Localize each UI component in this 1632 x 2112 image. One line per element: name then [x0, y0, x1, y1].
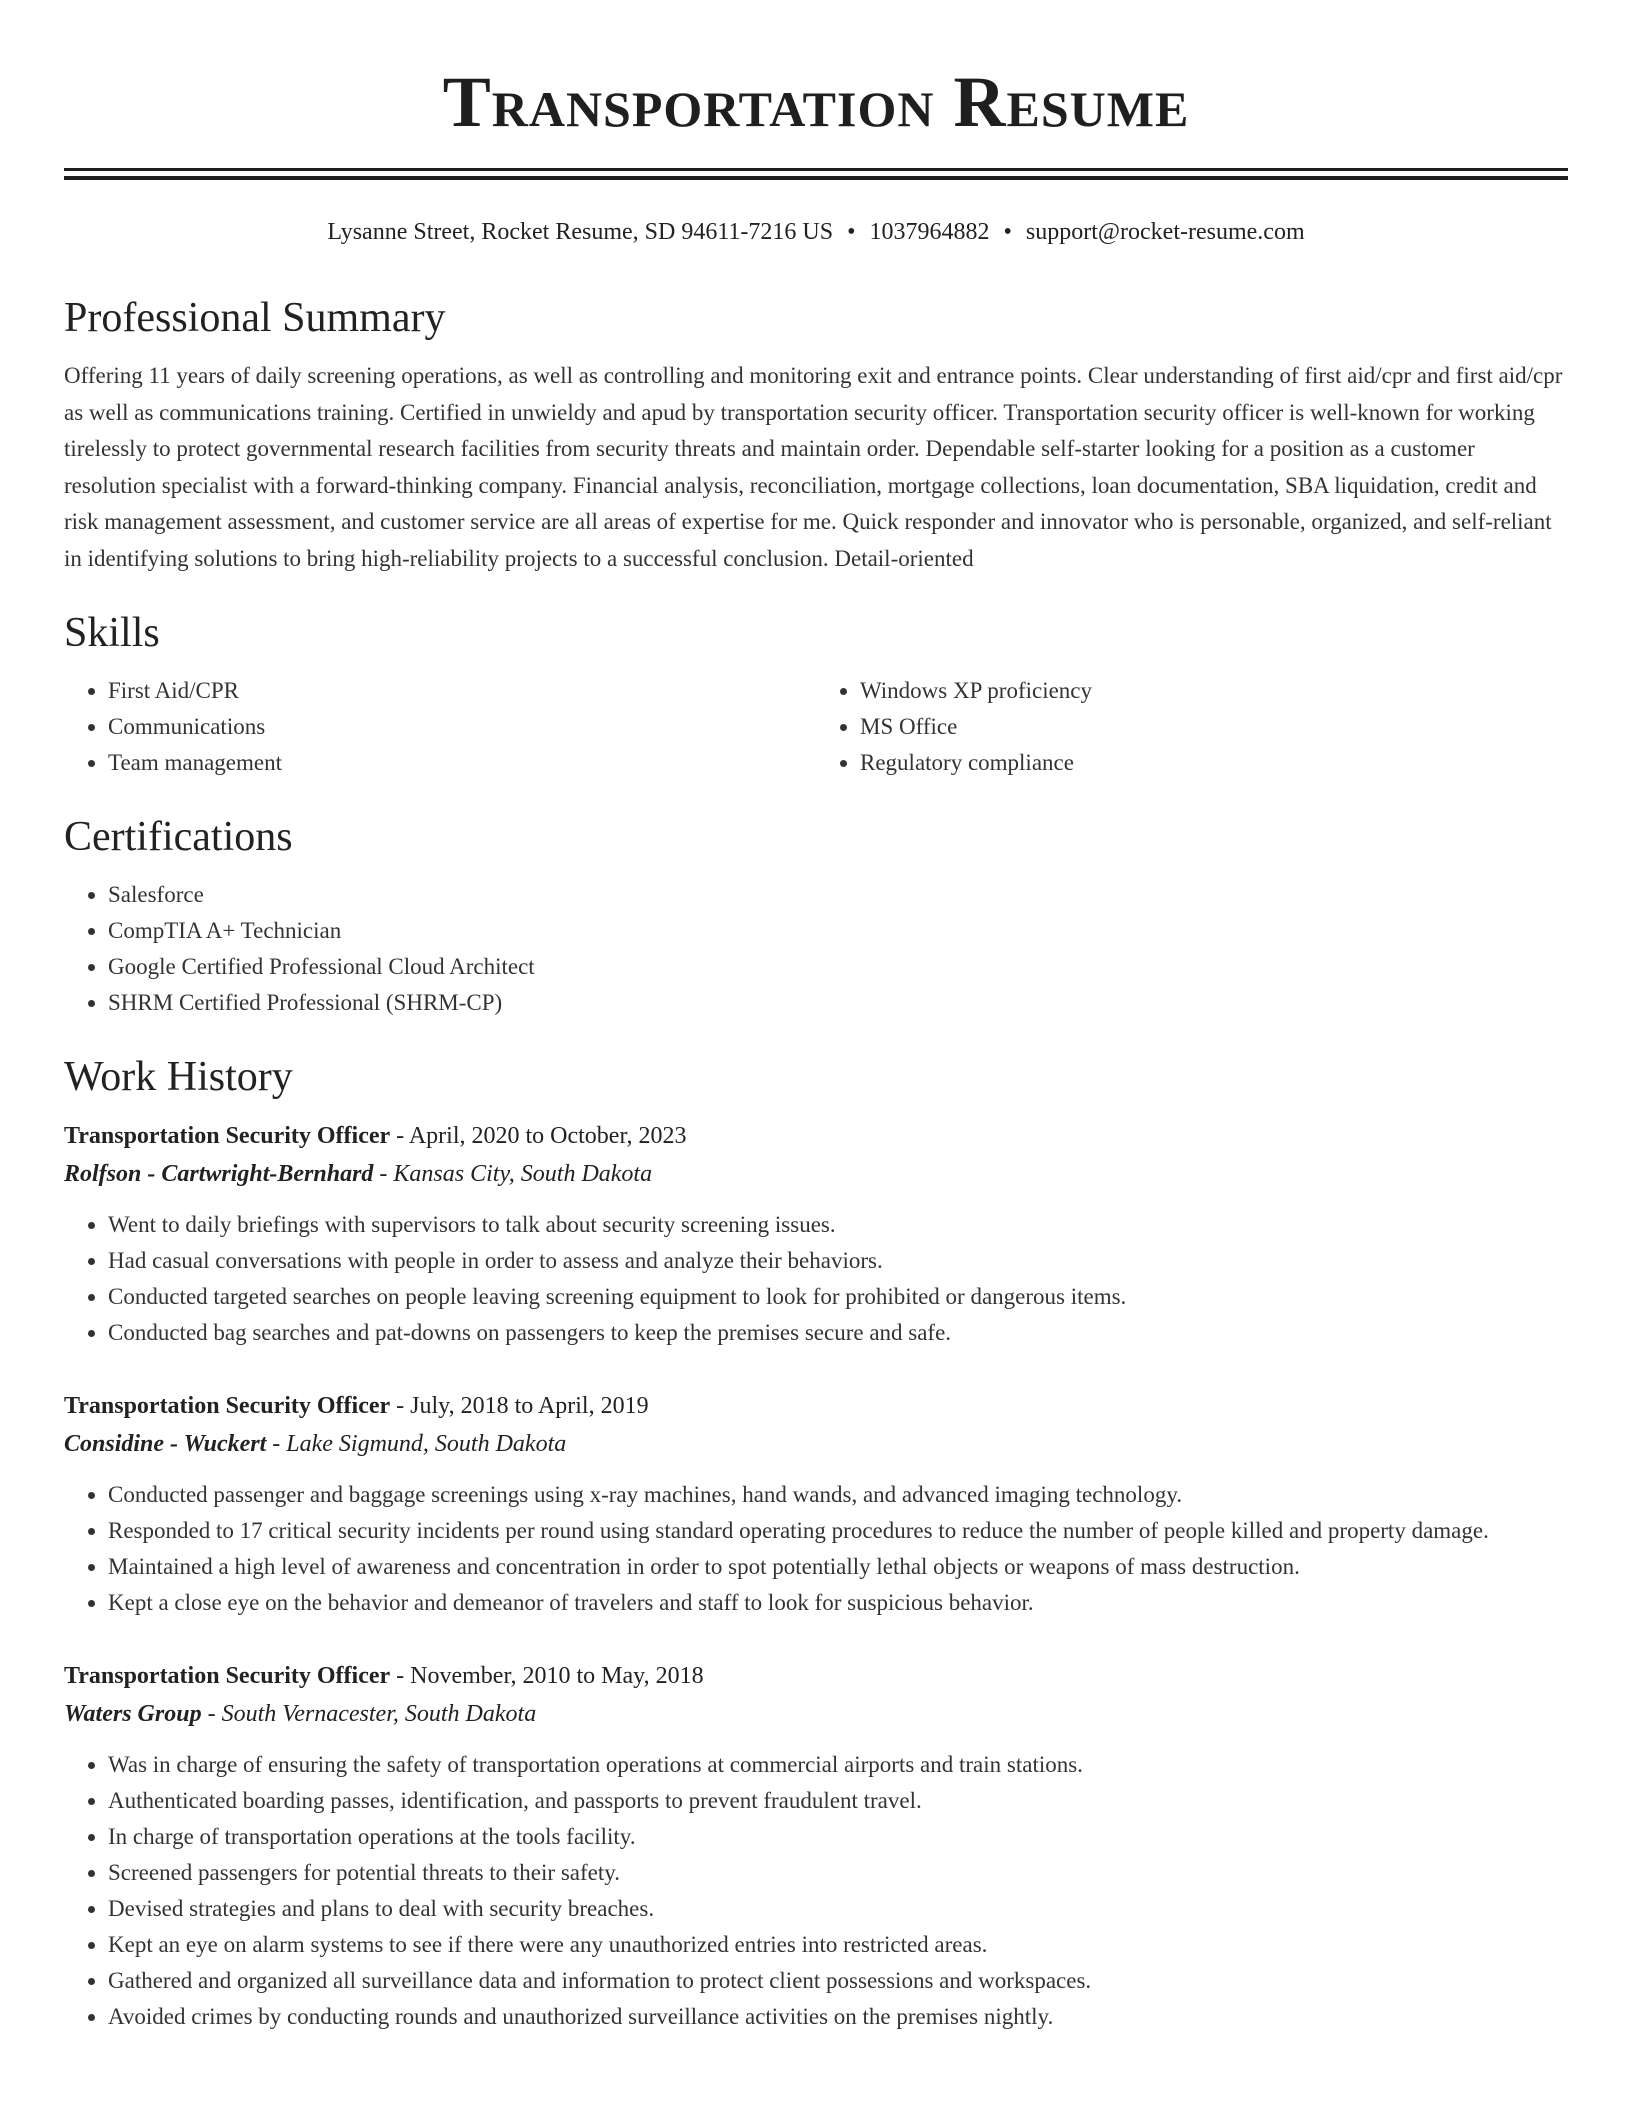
contact-separator: •: [847, 219, 856, 245]
skill-item: • Communications: [108, 709, 816, 745]
job-title-line: [64, 1387, 1568, 1425]
summary-section: [64, 292, 1568, 577]
job-duty: • Was in charge of ensuring the safety of transportation operations at commercial airports and train stations.: [108, 1747, 1568, 1783]
job-dates: - July, 2018 to April, 2019: [390, 1393, 649, 1419]
certifications-section: [64, 811, 1568, 1021]
job-duty: • Gathered and organized all surveillance data and information to protect client possessions and workspaces.: [108, 1963, 1568, 1999]
skills-list-right: [816, 673, 1568, 781]
job-duty: • Conducted targeted searches on people leaving screening equipment to look for prohibited or dangerous items.: [108, 1279, 1568, 1315]
skill-item: • First Aid/CPR: [108, 673, 816, 709]
job-duty: • Conducted bag searches and pat-downs on passengers to keep the premises secure and safe.: [108, 1315, 1568, 1351]
job-duties-list: [64, 1477, 1568, 1621]
job-title: Transportation Security Officer: [64, 1123, 391, 1149]
skills-list-left: [64, 673, 816, 781]
job-company-line: [64, 1425, 1568, 1463]
job-duty: • Conducted passenger and baggage screenings using x-ray machines, hand wands, and advanced imaging technology.: [108, 1477, 1568, 1513]
title-divider: [64, 168, 1568, 180]
skills-section: [64, 607, 1568, 781]
contact-line: [64, 216, 1568, 248]
skills-grid: [64, 673, 1568, 781]
job-company-line: [64, 1155, 1568, 1193]
resume-title: Transportation Resume: [442, 62, 1190, 142]
job-entry: [64, 1657, 1568, 2035]
job-location: - Lake Sigmund, South Dakota: [266, 1431, 567, 1457]
job-company: Waters Group: [64, 1701, 202, 1727]
job-company: Rolfson - Cartwright-Bernhard: [64, 1161, 374, 1187]
job-company: Considine - Wuckert: [64, 1431, 267, 1457]
job-company-line: [64, 1695, 1568, 1733]
job-duty: • In charge of transportation operations at the tools facility.: [108, 1819, 1568, 1855]
work-history-heading: Work History: [64, 1054, 293, 1100]
job-dates: - April, 2020 to October, 2023: [390, 1123, 687, 1149]
job-duty: • Maintained a high level of awareness and concentration in order to spot potentially lethal objects or weapons of mass destruction.: [108, 1549, 1568, 1585]
job-duty: • Authenticated boarding passes, identification, and passports to prevent fraudulent travel.: [108, 1783, 1568, 1819]
job-location: - South Vernacester, South Dakota: [201, 1701, 537, 1727]
job-duties-list: [64, 1207, 1568, 1351]
certification-item: • SHRM Certified Professional (SHRM-CP): [108, 985, 1568, 1021]
certification-item: • Google Certified Professional Cloud Architect: [108, 949, 1568, 985]
contact-phone: 1037964882: [869, 219, 990, 245]
job-location: - Kansas City, South Dakota: [373, 1161, 653, 1187]
job-duty: • Kept a close eye on the behavior and demeanor of travelers and staff to look for suspicious behavior.: [108, 1585, 1568, 1621]
job-entry: [64, 1387, 1568, 1621]
job-duty: • Had casual conversations with people in order to assess and analyze their behaviors.: [108, 1243, 1568, 1279]
job-dates: - November, 2010 to May, 2018: [390, 1663, 704, 1689]
certifications-list: [64, 877, 1568, 1021]
summary-heading: Professional Summary: [64, 295, 446, 341]
job-duty: • Kept an eye on alarm systems to see if there were any unauthorized entries into restricted areas.: [108, 1927, 1568, 1963]
skill-item: • Windows XP proficiency: [860, 673, 1568, 709]
job-title-line: [64, 1117, 1568, 1155]
certifications-heading: Certifications: [64, 814, 293, 860]
skill-item: • Regulatory compliance: [860, 745, 1568, 781]
certification-item: • Salesforce: [108, 877, 1568, 913]
job-title: Transportation Security Officer: [64, 1393, 391, 1419]
job-duty: • Avoided crimes by conducting rounds and unauthorized surveillance activities on the premises nightly.: [108, 1999, 1568, 2035]
skill-item: • Team management: [108, 745, 816, 781]
job-duty: • Screened passengers for potential threats to their safety.: [108, 1855, 1568, 1891]
job-duties-list: [64, 1747, 1568, 2035]
job-entry: [64, 1117, 1568, 1351]
certification-item: • CompTIA A+ Technician: [108, 913, 1568, 949]
contact-email: support@rocket-resume.com: [1025, 219, 1305, 245]
contact-separator: •: [1003, 219, 1012, 245]
job-title: Transportation Security Officer: [64, 1663, 391, 1689]
skill-item: • MS Office: [860, 709, 1568, 745]
summary-text: Offering 11 years of daily screening operations, as well as controlling and monitoring exit and entrance points. Clear understanding of first aid/cpr and first aid/cpr as well as communications training. Certified in unwieldy and apud by transportation security officer. Transportation security officer is well-known for working tirelessly to protect governmental research facilities from security threats and maintain order. Dependable self-starter looking for a position as a customer resolution specialist with a forward-thinking company. Financial analysis, reconciliation, mortgage collections, loan documentation, SBA liquidation, credit and risk management assessment, and customer service are all areas of expertise for me. Quick responder and innovator who is personable, organized, and self-reliant in identifying solutions to bring high-reliability projects to a successful conclusion. Detail-oriented: [64, 363, 1563, 571]
job-title-line: [64, 1657, 1568, 1695]
job-duty: • Devised strategies and plans to deal with security breaches.: [108, 1891, 1568, 1927]
job-duty: • Went to daily briefings with supervisors to talk about security screening issues.: [108, 1207, 1568, 1243]
skills-heading: Skills: [64, 610, 160, 656]
job-duty: • Responded to 17 critical security incidents per round using standard operating procedures to reduce the number of people killed and property damage.: [108, 1513, 1568, 1549]
contact-address: Lysanne Street, Rocket Resume, SD 94611-7216 US: [327, 219, 834, 245]
work-history-section: [64, 1051, 1568, 2035]
